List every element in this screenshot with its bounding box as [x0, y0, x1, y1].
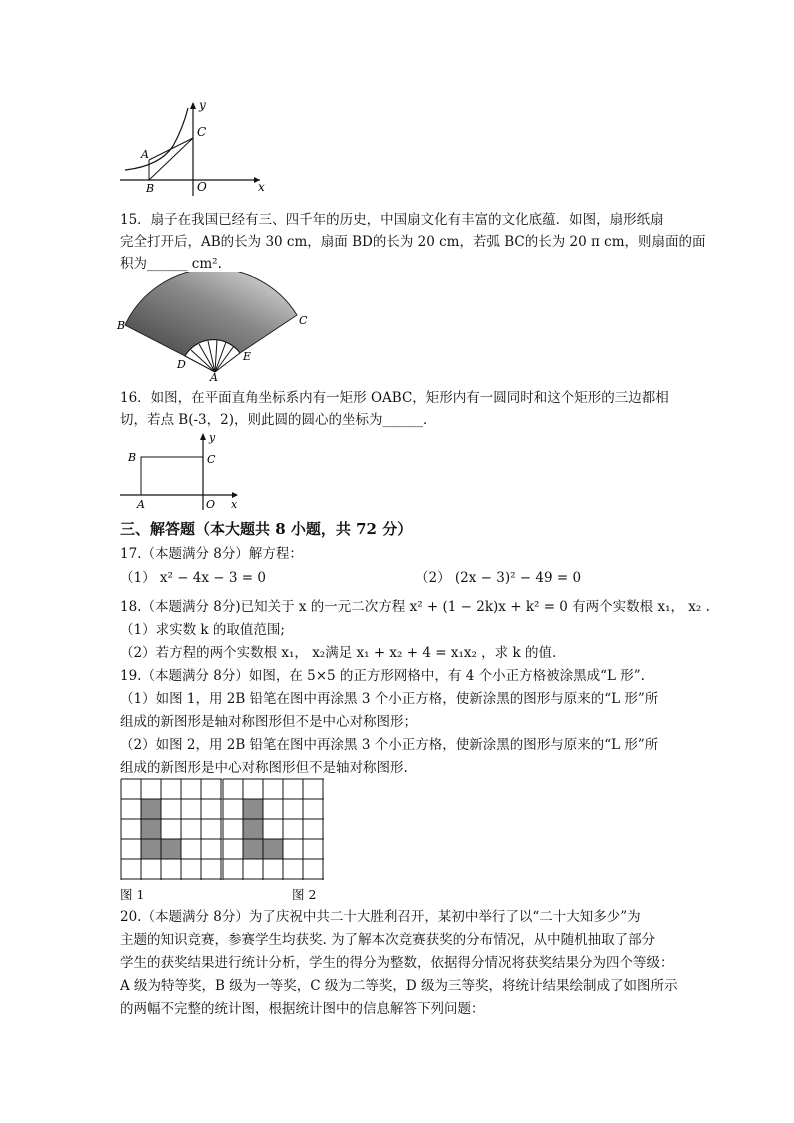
- q17-part-2: （2） (2x − 3)² − 49 = 0: [415, 570, 582, 586]
- q18-part-2: （2）若方程的两个实数根 x₁， x₂满足 x₁ + x₂ + 4 = x₁x₂ ，求 k 的值.: [120, 645, 557, 661]
- q16-line-1: 16．如图，在平面直角坐标系内有一矩形 OABC，矩形内有一圆同时和这个矩形的三边都相: [120, 390, 669, 406]
- q14-figure: [115, 98, 275, 198]
- q16-figure: [115, 430, 245, 512]
- q15-a-label: A: [210, 371, 218, 382]
- q15-e-label: E: [243, 350, 252, 363]
- q15-fan-figure: [115, 272, 315, 382]
- q17-intro: 17.（本题满分 8分）解方程：: [120, 546, 303, 562]
- q16-b-label: B: [128, 451, 137, 464]
- q16-o-label: O: [206, 498, 216, 511]
- q18-intro: 18.（本题满分 8分)已知关于 x 的一元二次方程 x² + (1 − 2k)x + k² = 0 有两个实数根 x₁， x₂ .: [120, 599, 710, 615]
- q14-x-label: x: [258, 180, 265, 194]
- q14-o-label: O: [197, 180, 207, 194]
- q16-line-2: 切，若点 B(-3，2)，则此圆的圆心的坐标为______．: [120, 412, 437, 428]
- q16-x-label: x: [231, 498, 238, 511]
- q15-b-label: B: [117, 319, 126, 332]
- q19-part-2a: （2）如图 2，用 2B 铅笔在图中再涂黑 3 个小正方格，使新涂黑的图形与原来的“L 形”所: [120, 737, 659, 753]
- q17-part-1: （1） x² − 4x − 3 = 0: [120, 570, 266, 586]
- q19-figure-1-label: 图 1: [120, 887, 145, 902]
- q15-line-2: 完全打开后，AB的长为 30 cm，扇面 BD的长为 20 cm，若弧 BC的长为 20 π cm，则扇面的面: [120, 234, 706, 250]
- q15-d-label: D: [177, 358, 186, 371]
- q19-part-1b: 组成的新图形是轴对称图形但不是中心对称图形；: [120, 714, 417, 730]
- q19-part-1a: （1）如图 1，用 2B 铅笔在图中再涂黑 3 个小正方格，使新涂黑的图形与原来的“L 形”所: [120, 691, 659, 707]
- section-3-title: 三、解答题（本大题共 8 小题，共 72 分）: [120, 520, 413, 538]
- q19-intro: 19.（本题满分 8分）如图，在 5×5 的正方形网格中，有 4 个小正方格被涂黑成“L 形”.: [120, 668, 645, 684]
- q19-figure-2-label: 图 2: [292, 887, 317, 902]
- q20-line-1: 20.（本题满分 8分）为了庆祝中共二十大胜利召开，某初中举行了以“二十大知多少”为: [120, 909, 641, 925]
- q15-line-1: 15．扇子在我国已经有三、四千年的历史，中国扇文化有丰富的文化底蕴．如图，扇形纸扇: [120, 212, 664, 228]
- q20-line-5: 的两幅不完整的统计图，根据统计图中的信息解答下列问题：: [120, 1001, 485, 1017]
- q16-c-label: C: [207, 453, 216, 466]
- q19-part-2b: 组成的新图形是中心对称图形但不是轴对称图形.: [120, 760, 408, 776]
- q20-line-4: A 级为特等奖，B 级为一等奖，C 级为二等奖，D 级为三等奖，将统计结果绘制成了如图所示: [120, 978, 678, 994]
- q15-line-3: 积为______ cm².: [120, 256, 222, 272]
- q16-y-label: y: [209, 431, 216, 444]
- q19-grid-2: [222, 778, 325, 881]
- q14-y-label: y: [199, 98, 206, 112]
- q14-b-label: B: [146, 182, 155, 195]
- q14-a-label: A: [141, 148, 149, 161]
- q20-line-2: 主题的知识竞赛，参赛学生均获奖. 为了解本次竞赛获奖的分布情况，从中随机抽取了部分: [120, 932, 656, 948]
- q18-part-1: （1）求实数 k 的取值范围;: [120, 622, 285, 638]
- q14-c-label: C: [197, 125, 207, 139]
- q16-a-label: A: [137, 498, 145, 511]
- q19-grid-1: [120, 778, 223, 881]
- q20-line-3: 学生的获奖结果进行统计分析，学生的得分为整数，依据得分情况将获奖结果分为四个等级：: [120, 955, 674, 971]
- q15-c-label: C: [299, 314, 308, 327]
